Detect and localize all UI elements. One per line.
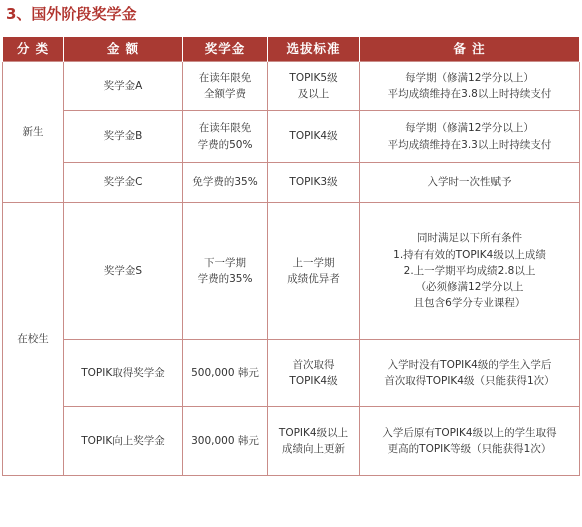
note-line: 每学期（修满12学分以上）: [405, 71, 534, 84]
table-row: [3, 62, 580, 111]
criteria-cell: [268, 111, 360, 163]
scholarship-line: 下一学期: [204, 256, 246, 269]
criteria-line: TOPIK5级: [289, 71, 338, 84]
criteria-line: TOPIK4级: [289, 130, 338, 143]
section-title: 3、国外阶段奖学金: [6, 5, 137, 23]
amount-cell: 奖学金S: [64, 203, 183, 340]
criteria-cell: [268, 407, 360, 476]
criteria-line: TOPIK3级: [289, 176, 338, 189]
table-row: [3, 407, 580, 476]
scholarship-cell: [183, 340, 268, 407]
scholarship-line: 在读年限免: [198, 71, 252, 84]
criteria-line: 及以上: [297, 88, 330, 100]
note-line: 2.上一学期平均成绩2.8以上: [403, 264, 536, 277]
note-cell: [360, 203, 580, 340]
scholarship-line: 全额学费: [204, 88, 246, 100]
note-line: （必须修满12学分以上: [415, 281, 524, 294]
amount-cell: TOPIK向上奖学金: [64, 407, 183, 476]
amount-cell: 奖学金C: [64, 163, 183, 203]
note-line: 且包含6学分专业课程）: [413, 297, 526, 310]
criteria-cell: [268, 62, 360, 111]
note-cell: [360, 407, 580, 476]
table-header-row: [3, 37, 580, 62]
scholarship-line: 免学费的35%: [192, 176, 258, 189]
category-cell-current-student: 在校生: [3, 203, 64, 476]
scholarship-table: [2, 37, 580, 476]
criteria-line: TOPIK4级以上: [278, 426, 349, 439]
scholarship-line: 500,000 韩元: [191, 366, 259, 379]
note-line: 1.持有有效的TOPIK4级以上成绩: [393, 248, 546, 261]
header-criteria: 选拔标准: [268, 37, 360, 62]
criteria-cell: [268, 340, 360, 407]
amount-cell: TOPIK取得奖学金: [64, 340, 183, 407]
scholarship-cell: [183, 62, 268, 111]
table-row: [3, 340, 580, 407]
scholarship-cell: [183, 407, 268, 476]
note-cell: [360, 111, 580, 163]
criteria-line: 成绩向上更新: [282, 443, 345, 455]
scholarship-line: 学费的35%: [197, 273, 253, 285]
criteria-line: 上一学期: [292, 256, 335, 269]
table-row: [3, 203, 580, 340]
amount-cell: 奖学金A: [64, 62, 183, 111]
header-amount: 金 额: [64, 37, 183, 62]
criteria-line: 成绩优异者: [287, 273, 340, 285]
note-line: 同时满足以下所有条件: [417, 232, 522, 245]
note-line: 每学期（修满12学分以上）: [405, 122, 534, 135]
note-line: 入学时一次性赋予: [427, 176, 512, 189]
header-scholarship: 奖学金: [183, 37, 268, 62]
amount-cell: 奖学金B: [64, 111, 183, 163]
header-category: 分 类: [3, 37, 64, 62]
criteria-line: 首次取得: [292, 358, 335, 371]
scholarship-line: 300,000 韩元: [191, 434, 259, 447]
note-line: 平均成绩维持在3.8以上时持续支付: [387, 88, 552, 100]
criteria-cell: [268, 203, 360, 340]
note-line: 更高的TOPIK等级（只能获得1次）: [387, 443, 552, 455]
note-cell: [360, 62, 580, 111]
note-line: 首次取得TOPIK4级（只能获得1次）: [384, 375, 555, 387]
note-line: 入学后原有TOPIK4级以上的学生取得: [382, 426, 557, 439]
criteria-cell: [268, 163, 360, 203]
note-cell: [360, 340, 580, 407]
scholarship-cell: [183, 163, 268, 203]
category-cell-new-student: 新生: [3, 62, 64, 203]
scholarship-line: 学费的50%: [197, 138, 253, 151]
scholarship-cell: [183, 111, 268, 163]
header-note: 备 注: [360, 37, 580, 62]
scholarship-line: 在读年限免: [198, 122, 252, 135]
note-cell: [360, 163, 580, 203]
table-row: [3, 163, 580, 203]
note-line: 平均成绩维持在3.3以上时持续支付: [387, 138, 552, 151]
criteria-line: TOPIK4级: [289, 375, 338, 387]
note-line: 入学时没有TOPIK4级的学生入学后: [387, 358, 552, 371]
table-row: [3, 111, 580, 163]
scholarship-cell: [183, 203, 268, 340]
